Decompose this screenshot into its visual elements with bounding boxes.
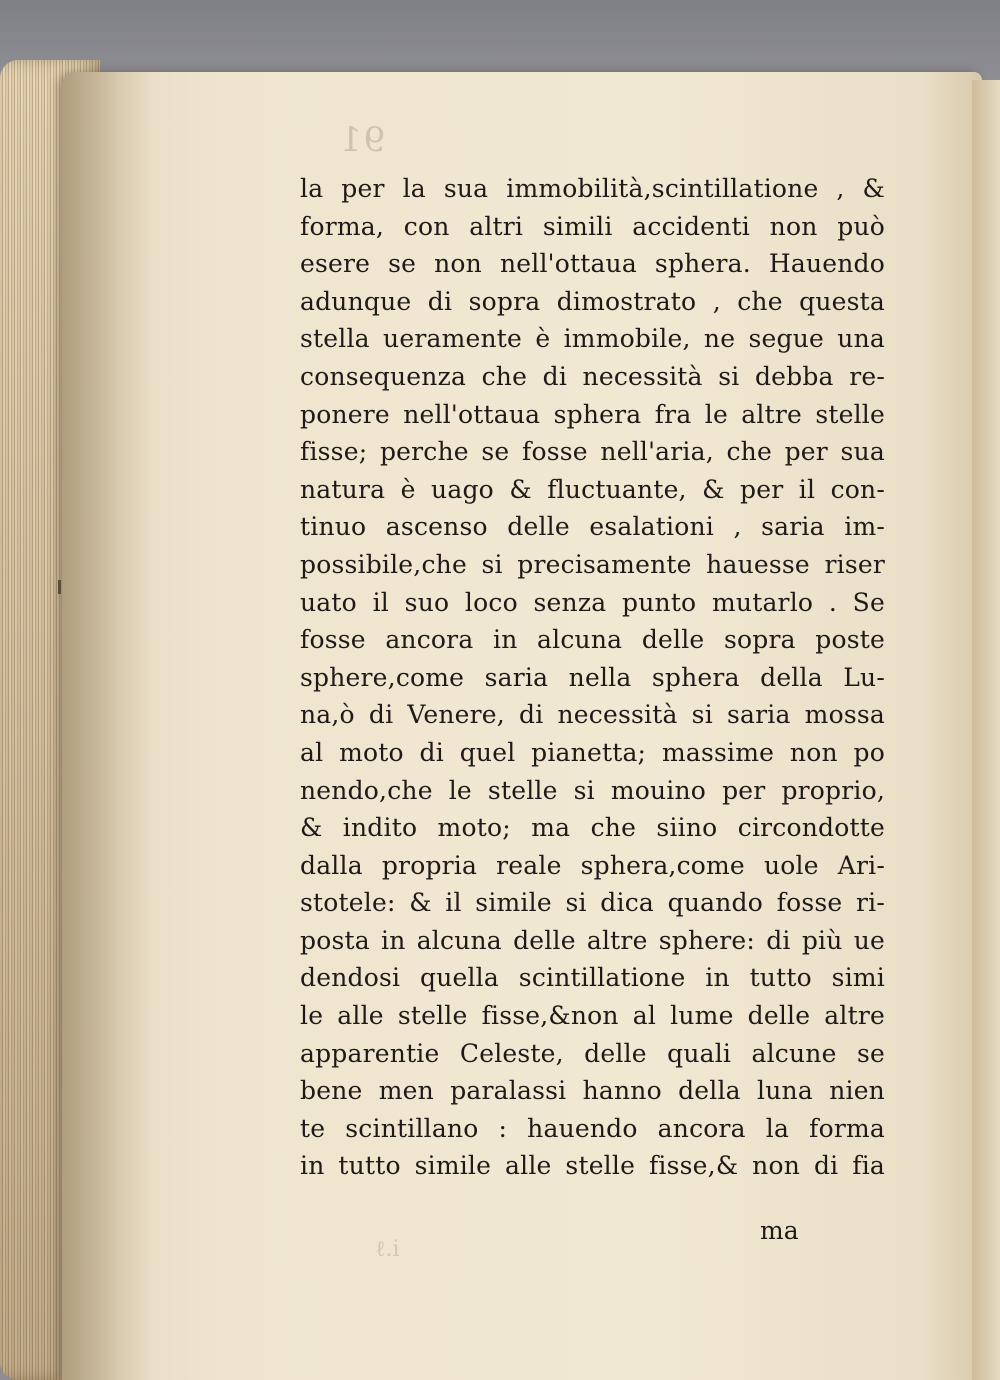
text-line: forma, con altri simili accidenti non può [300,211,885,241]
text-line: le alle stelle fisse,&non al lume delle altre [300,1001,885,1031]
text-line: esere se non nell'ottaua sphera. Hauendo [300,249,885,279]
text-line: possibile,che si precisamente hauesse riser [300,549,885,579]
text-line: dalla propria reale sphera,come uole Ari- [300,850,885,880]
text-line: fisse; perche se fosse nell'aria, che per sua [300,437,885,467]
text-line: adunque di sopra dimostrato , che questa [300,286,885,316]
text-line: stella ueramente è immobile, ne segue una [300,324,885,354]
text-line: & indito moto; ma che siino circondotte [300,813,885,843]
text-line: tinuo ascenso delle esalationi , saria im- [300,512,885,542]
text-line: stotele: & il simile si dica quando fosse ri- [300,888,885,918]
facing-page-edge [972,80,1000,1380]
text-block [300,170,885,1185]
text-line: nendo,che le stelle si mouino per proprio, [300,775,885,805]
margin-mark [58,580,61,594]
text-line: ponere nell'ottaua sphera fra le altre stelle [300,399,885,429]
text-line: uato il suo loco senza punto mutarlo . Se [300,587,885,617]
text-line: na,ò di Venere, di necessità si saria mossa [300,700,885,730]
text-line: te scintillano : hauendo ancora la forma [300,1113,885,1143]
bleed-through-page-number: 91 [338,120,386,160]
text-line: apparentie Celeste, delle quali alcune se [300,1038,885,1068]
bleed-through-signature: ℓ.i [375,1237,400,1262]
text-line: sphere,come saria nella sphera della Lu- [300,662,885,692]
text-line: consequenza che di necessità si debba re- [300,361,885,391]
text-line: fosse ancora in alcuna delle sopra poste [300,625,885,655]
text-line: natura è uago & fluctuante, & per il con- [300,474,885,504]
backdrop [0,0,1000,80]
text-line: bene men paralassi hanno della luna nien [300,1076,885,1106]
text-line: posta in alcuna delle altre sphere: di più ue [300,925,885,955]
catchword: ma [760,1216,799,1245]
text-line: la per la sua immobilità,scintillatione , & [300,174,885,203]
gutter-shadow [62,72,152,1380]
text-line: al moto di quel pianetta; massime non po [300,737,885,767]
text-line: dendosi quella scintillatione in tutto simi [300,963,885,993]
text-line: in tutto simile alle stelle fisse,& non di fia [300,1151,885,1181]
